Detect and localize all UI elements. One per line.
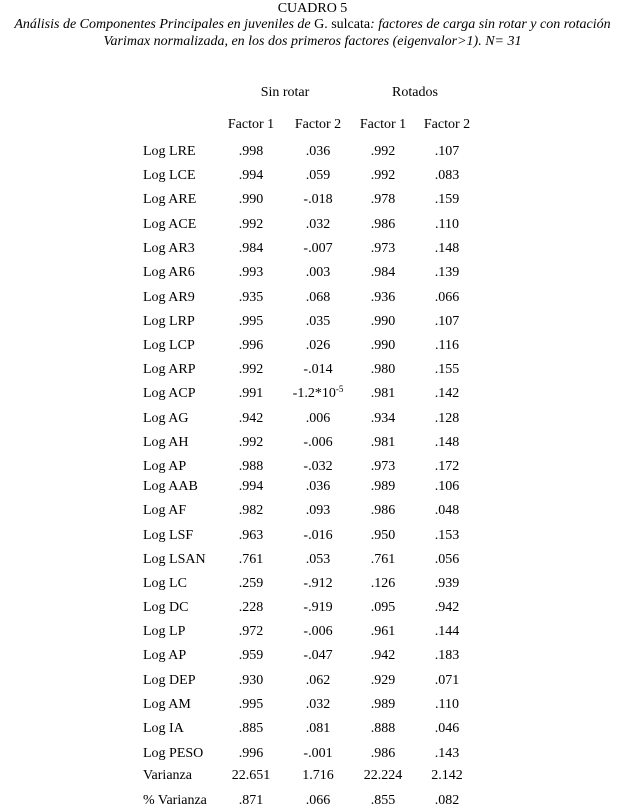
group-header-rotados: Rotados bbox=[392, 85, 438, 100]
loading-value: .885 bbox=[238, 721, 264, 736]
row-label: Log AAB bbox=[143, 479, 198, 494]
species-name: G. sulcata bbox=[314, 17, 371, 32]
loading-value: .144 bbox=[434, 624, 460, 639]
loading-value: .032 bbox=[305, 217, 331, 232]
loading-value: .068 bbox=[305, 290, 331, 305]
row-label: Log AR9 bbox=[143, 290, 195, 305]
loading-value: .228 bbox=[238, 600, 264, 615]
loading-value: .984 bbox=[238, 241, 264, 256]
loading-value: .929 bbox=[370, 673, 396, 688]
row-label: Log AR3 bbox=[143, 241, 195, 256]
loading-value: .761 bbox=[238, 552, 264, 567]
loading-value: .963 bbox=[238, 528, 264, 543]
loading-value: -.001 bbox=[303, 746, 333, 761]
column-header: Factor 2 bbox=[423, 117, 471, 132]
loading-value: .989 bbox=[370, 479, 396, 494]
loading-value: .081 bbox=[305, 721, 331, 736]
loading-value: .959 bbox=[238, 648, 264, 663]
loading-value: -.006 bbox=[303, 435, 333, 450]
loading-value: 2.142 bbox=[431, 768, 463, 783]
loading-value: .936 bbox=[370, 290, 396, 305]
loading-value: .990 bbox=[238, 192, 264, 207]
row-label: Log LRE bbox=[143, 144, 196, 159]
loading-value: .143 bbox=[434, 746, 460, 761]
row-label: Log AH bbox=[143, 435, 189, 450]
loading-value: .996 bbox=[238, 746, 264, 761]
row-label: Log LCP bbox=[143, 338, 195, 353]
loading-value: .939 bbox=[434, 576, 460, 591]
loading-value: .978 bbox=[370, 192, 396, 207]
loading-value: .972 bbox=[238, 624, 264, 639]
row-label: Log DEP bbox=[143, 673, 196, 688]
row-label: Log DC bbox=[143, 600, 189, 615]
loading-value: .986 bbox=[370, 217, 396, 232]
loading-value: .871 bbox=[238, 793, 264, 808]
loading-value: .056 bbox=[434, 552, 460, 567]
loading-value: .116 bbox=[435, 338, 459, 353]
loading-value: 1.716 bbox=[302, 768, 334, 783]
loading-value: .992 bbox=[370, 168, 396, 183]
loading-value: .110 bbox=[435, 697, 459, 712]
loading-value: .942 bbox=[238, 411, 264, 426]
loading-value: .082 bbox=[434, 793, 460, 808]
column-header: Factor 1 bbox=[359, 117, 407, 132]
loading-value: .126 bbox=[370, 576, 396, 591]
column-header: Factor 1 bbox=[227, 117, 275, 132]
loading-value: .761 bbox=[370, 552, 396, 567]
loading-value: -.047 bbox=[303, 648, 333, 663]
row-label: Log ACE bbox=[143, 217, 197, 232]
loading-value: .991 bbox=[238, 386, 264, 401]
row-label: Log LCE bbox=[143, 168, 196, 183]
loading-value: .183 bbox=[434, 648, 460, 663]
group-header-sin-rotar: Sin rotar bbox=[260, 85, 310, 100]
loading-value bbox=[286, 385, 350, 402]
loading-value: -.919 bbox=[303, 600, 333, 615]
row-label: Log AR6 bbox=[143, 265, 195, 280]
loading-value: 22.224 bbox=[363, 768, 403, 783]
loading-value: .110 bbox=[435, 217, 459, 232]
loading-value: .855 bbox=[370, 793, 396, 808]
loading-value: .981 bbox=[370, 435, 396, 450]
loading-value: -.014 bbox=[303, 362, 333, 377]
loading-value: .950 bbox=[370, 528, 396, 543]
row-label: % Varianza bbox=[143, 793, 207, 808]
row-label: Log AP bbox=[143, 648, 187, 663]
loading-value: .259 bbox=[238, 576, 264, 591]
row-label: Log AG bbox=[143, 411, 189, 426]
loading-value: -.007 bbox=[303, 241, 333, 256]
row-label: Log LSF bbox=[143, 528, 194, 543]
row-label: Log AP bbox=[143, 459, 187, 474]
table-title: CUADRO 5 bbox=[277, 1, 348, 16]
loading-value: .942 bbox=[434, 600, 460, 615]
loading-value: -.912 bbox=[303, 576, 333, 591]
value-base: -1.2*10 bbox=[292, 386, 336, 401]
row-label: Log ARP bbox=[143, 362, 196, 377]
loading-value: .062 bbox=[305, 673, 331, 688]
loading-value: .035 bbox=[305, 314, 331, 329]
row-label: Log LP bbox=[143, 624, 186, 639]
loading-value: .142 bbox=[434, 386, 460, 401]
loading-value: .981 bbox=[370, 386, 396, 401]
loading-value: .155 bbox=[434, 362, 460, 377]
loading-value: .992 bbox=[370, 144, 396, 159]
loading-value: .172 bbox=[434, 459, 460, 474]
loading-value: .053 bbox=[305, 552, 331, 567]
loading-value: .159 bbox=[434, 192, 460, 207]
loading-value: .066 bbox=[434, 290, 460, 305]
loading-value: .036 bbox=[305, 479, 331, 494]
loading-value: .139 bbox=[434, 265, 460, 280]
loading-value: -.018 bbox=[303, 192, 333, 207]
loading-value: .992 bbox=[238, 435, 264, 450]
loading-value: .994 bbox=[238, 479, 264, 494]
loading-value: .148 bbox=[434, 435, 460, 450]
loading-value: .071 bbox=[434, 673, 460, 688]
loading-value: .059 bbox=[305, 168, 331, 183]
loading-value: .036 bbox=[305, 144, 331, 159]
column-header: Factor 2 bbox=[294, 117, 342, 132]
loading-value: .995 bbox=[238, 697, 264, 712]
table-caption-line-1 bbox=[0, 16, 625, 33]
loading-value: .984 bbox=[370, 265, 396, 280]
loading-value: .996 bbox=[238, 338, 264, 353]
row-label: Log ACP bbox=[143, 386, 196, 401]
loading-value: .980 bbox=[370, 362, 396, 377]
loading-value: .083 bbox=[434, 168, 460, 183]
row-label: Varianza bbox=[143, 768, 192, 783]
loading-value: .961 bbox=[370, 624, 396, 639]
loading-value: .935 bbox=[238, 290, 264, 305]
loading-value: .093 bbox=[305, 503, 331, 518]
loading-value: .986 bbox=[370, 503, 396, 518]
value-exponent: -5 bbox=[335, 384, 344, 394]
loading-value: .995 bbox=[238, 314, 264, 329]
loading-value: .046 bbox=[434, 721, 460, 736]
loading-value: .066 bbox=[305, 793, 331, 808]
loading-value: .026 bbox=[305, 338, 331, 353]
row-label: Log LRP bbox=[143, 314, 195, 329]
row-label: Log PESO bbox=[143, 746, 204, 761]
row-label: Log ARE bbox=[143, 192, 197, 207]
loading-value: .148 bbox=[434, 241, 460, 256]
loading-value: .973 bbox=[370, 459, 396, 474]
loading-value: .993 bbox=[238, 265, 264, 280]
loading-value: .998 bbox=[238, 144, 264, 159]
loading-value: -.006 bbox=[303, 624, 333, 639]
loading-value: .986 bbox=[370, 746, 396, 761]
loading-value: -.032 bbox=[303, 459, 333, 474]
caption-text: Análisis de Componentes Principales en juveniles de bbox=[14, 17, 311, 32]
table-caption-line-2: Varimax normalizada, en los dos primeros factores (eigenvalor>1). N= 31 bbox=[103, 34, 522, 49]
loading-value: .153 bbox=[434, 528, 460, 543]
loading-value: .989 bbox=[370, 697, 396, 712]
loading-value: .994 bbox=[238, 168, 264, 183]
loading-value: 22.651 bbox=[231, 768, 271, 783]
loading-value: .032 bbox=[305, 697, 331, 712]
loading-value: .003 bbox=[305, 265, 331, 280]
row-label: Log AM bbox=[143, 697, 191, 712]
loading-value: .982 bbox=[238, 503, 264, 518]
loading-value: .992 bbox=[238, 217, 264, 232]
loading-value: .934 bbox=[370, 411, 396, 426]
caption-text: : factores de carga sin rotar y con rotación bbox=[370, 17, 611, 32]
row-label: Log AF bbox=[143, 503, 187, 518]
loading-value: .107 bbox=[434, 314, 460, 329]
loading-value: .942 bbox=[370, 648, 396, 663]
loading-value: .988 bbox=[238, 459, 264, 474]
loading-value: .006 bbox=[305, 411, 331, 426]
row-label: Log IA bbox=[143, 721, 184, 736]
row-label: Log LC bbox=[143, 576, 187, 591]
loading-value: .930 bbox=[238, 673, 264, 688]
loading-value: .107 bbox=[434, 144, 460, 159]
loading-value: .992 bbox=[238, 362, 264, 377]
loading-value: .048 bbox=[434, 503, 460, 518]
loading-value: .990 bbox=[370, 314, 396, 329]
loading-value: .106 bbox=[434, 479, 460, 494]
loading-value: .888 bbox=[370, 721, 396, 736]
row-label: Log LSAN bbox=[143, 552, 206, 567]
loading-value: .095 bbox=[370, 600, 396, 615]
loading-value: .973 bbox=[370, 241, 396, 256]
loading-value: -.016 bbox=[303, 528, 333, 543]
loading-value: .128 bbox=[434, 411, 460, 426]
loading-value: .990 bbox=[370, 338, 396, 353]
